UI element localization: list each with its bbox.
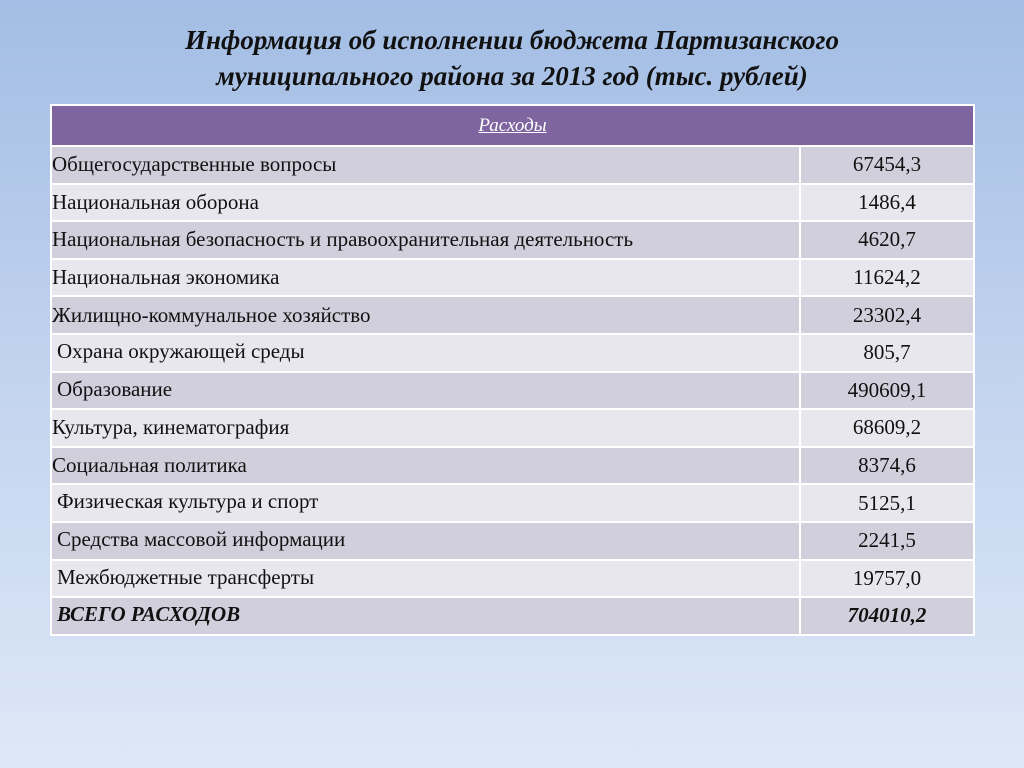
total-label: ВСЕГО РАСХОДОВ	[51, 597, 800, 635]
table-row	[51, 372, 974, 410]
table-row	[51, 409, 974, 447]
table-header-row	[51, 105, 974, 146]
row-value: 67454,3	[800, 146, 974, 184]
row-value: 490609,1	[800, 372, 974, 410]
row-value: 11624,2	[800, 259, 974, 297]
row-value: 4620,7	[800, 221, 974, 259]
page-title	[60, 22, 964, 94]
row-value: 805,7	[800, 334, 974, 372]
page-title-line-2: муниципального района за 2013 год (тыс. рублей)	[216, 61, 808, 91]
budget-table	[50, 104, 975, 636]
row-name: Межбюджетные трансферты	[51, 560, 800, 598]
row-value: 19757,0	[800, 560, 974, 598]
row-name: Национальная оборона	[51, 184, 800, 222]
table-row	[51, 334, 974, 372]
table-row	[51, 447, 974, 485]
row-name: Жилищно-коммунальное хозяйство	[51, 296, 800, 334]
row-value: 1486,4	[800, 184, 974, 222]
row-name: Средства массовой информации	[51, 522, 800, 560]
table-row	[51, 484, 974, 522]
page-title-line-1: Информация об исполнении бюджета Партизанского	[185, 25, 839, 55]
row-name: Физическая культура и спорт	[51, 484, 800, 522]
table-row	[51, 259, 974, 297]
row-name: Охрана окружающей среды	[51, 334, 800, 372]
total-row	[51, 597, 974, 635]
row-name: Социальная политика	[51, 447, 800, 485]
table-row	[51, 221, 974, 259]
table-row	[51, 560, 974, 598]
row-value: 23302,4	[800, 296, 974, 334]
table-header-expenses: Расходы	[51, 105, 974, 146]
row-value: 68609,2	[800, 409, 974, 447]
row-name: Национальная экономика	[51, 259, 800, 297]
row-name: Общегосударственные вопросы	[51, 146, 800, 184]
row-value: 8374,6	[800, 447, 974, 485]
row-name: Культура, кинематография	[51, 409, 800, 447]
row-name: Образование	[51, 372, 800, 410]
row-name: Национальная безопасность и правоохранительная деятельность	[51, 221, 800, 259]
row-value: 2241,5	[800, 522, 974, 560]
total-value: 704010,2	[800, 597, 974, 635]
table-row	[51, 296, 974, 334]
table-row	[51, 522, 974, 560]
table-row	[51, 184, 974, 222]
table-row	[51, 146, 974, 184]
row-value: 5125,1	[800, 484, 974, 522]
